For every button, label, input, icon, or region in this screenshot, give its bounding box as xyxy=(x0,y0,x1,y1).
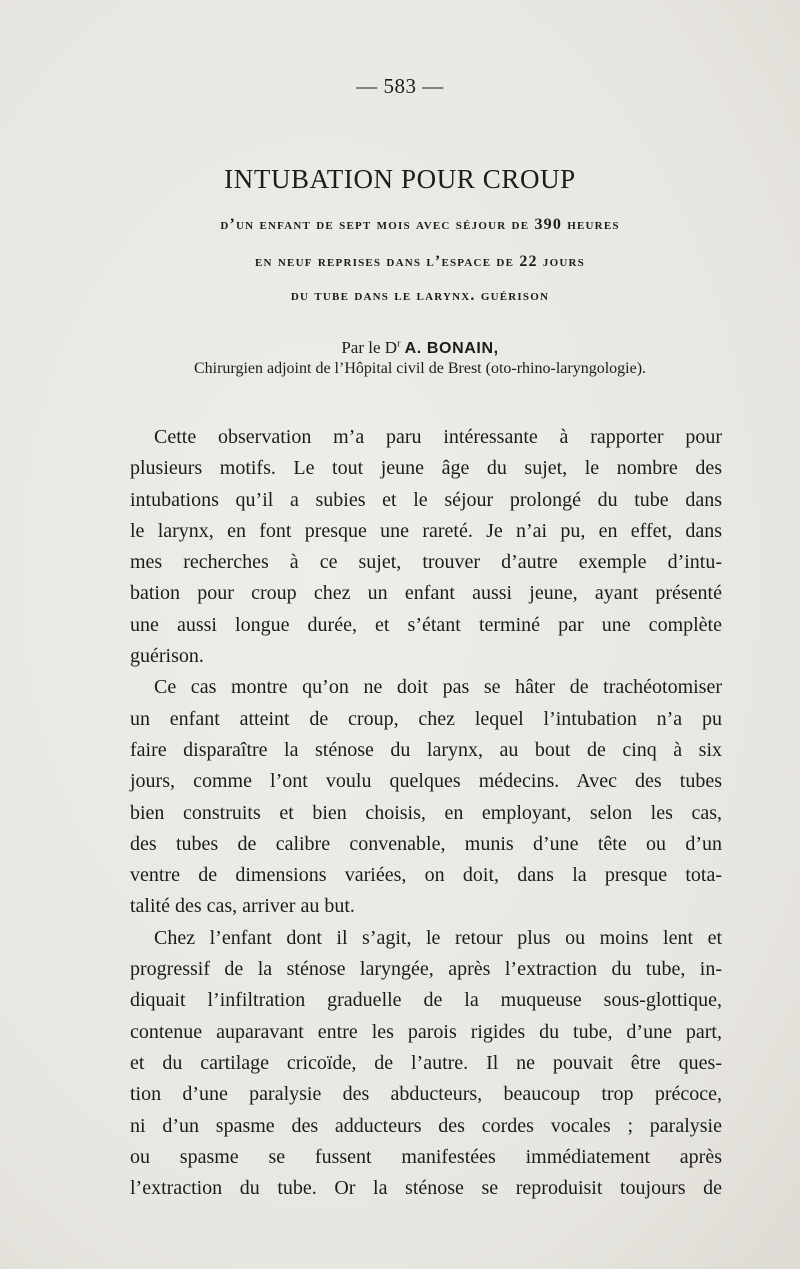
text-line: tion d’une paralysie des abducteurs, beaucoup trop précoce, xyxy=(130,1083,722,1106)
author-affiliation: Chirurgien adjoint de l’Hôpital civil de Brest (oto-rhino-laryngologie). xyxy=(193,360,647,377)
text-line: le larynx, en font presque une rareté. Je n’ai pu, en effet, dans xyxy=(130,519,722,542)
text-line: talité des cas, arriver au but. xyxy=(130,895,355,918)
text-line: ni d’un spasme des adducteurs des cordes vocales ; paralysie xyxy=(130,1114,722,1137)
paragraph-1 xyxy=(130,422,722,672)
article-title: INTUBATION POUR CROUP xyxy=(224,164,576,194)
text-line: mes recherches à ce sujet, trouver d’autre exemple d’intu- xyxy=(130,551,722,574)
body-text xyxy=(130,422,722,1204)
text-line: diquait l’infiltration graduelle de la muqueuse sous-glottique, xyxy=(130,989,722,1012)
text-line: Cette observation m’a paru intéressante à rapporter pour xyxy=(154,426,722,448)
text-line: bation pour croup chez un enfant aussi jeune, ayant présenté xyxy=(130,582,722,605)
text-line: bien construits et bien choisis, en employant, selon les cas, xyxy=(130,801,722,824)
text-line: ventre de dimensions variées, on doit, dans la presque tota- xyxy=(130,864,722,887)
text-line: une aussi longue durée, et s’étant terminé par une complète xyxy=(130,613,722,636)
article-subtitle-line-2: en neuf reprises dans l’espace de 22 jours xyxy=(255,253,585,270)
article-subtitle-line-3: du tube dans le larynx. guérison xyxy=(290,287,550,304)
article-subtitle-line-1: d’un enfant de sept mois avec séjour de 390 heures xyxy=(220,216,620,233)
text-line: Chez l’enfant dont il s’agit, le retour plus ou moins lent et xyxy=(154,926,722,949)
paragraph-3 xyxy=(130,923,722,1205)
text-line: contenue auparavant entre les parois rigides du tube, d’une part, xyxy=(130,1020,722,1043)
text-line: guérison. xyxy=(130,645,204,668)
text-line: Ce cas montre qu’on ne doit pas se hâter de trachéotomiser xyxy=(154,676,722,699)
page-number: — 583 — xyxy=(356,74,444,98)
text-line: l’extraction du tube. Or la sténose se reproduisit toujours de xyxy=(130,1177,722,1200)
text-line: et du cartilage cricoïde, de l’autre. Il ne pouvait être ques- xyxy=(130,1051,722,1074)
text-line: plusieurs motifs. Le tout jeune âge du sujet, le nombre des xyxy=(130,457,722,480)
byline-prefix: Par le D xyxy=(341,338,398,357)
paragraph-2 xyxy=(130,672,722,922)
text-line: jours, comme l’ont voulu quelques médecins. Avec des tubes xyxy=(130,770,722,793)
byline-title-sup: r xyxy=(397,338,401,350)
text-line: ou spasme se fussent manifestées immédiatement après xyxy=(130,1145,722,1168)
text-line: un enfant atteint de croup, chez lequel l’intubation n’a pu xyxy=(130,707,722,730)
text-line: intubations qu’il a subies et le séjour prolongé du tube dans xyxy=(130,488,722,511)
author-name: A. BONAIN, xyxy=(404,340,499,357)
text-line: des tubes de calibre convenable, munis d’une tête ou d’un xyxy=(130,832,722,855)
text-line: progressif de la sténose laryngée, après l’extraction du tube, in- xyxy=(130,958,722,981)
text-line: faire disparaître la sténose du larynx, au bout de cinq à six xyxy=(130,738,722,761)
byline xyxy=(100,338,740,358)
